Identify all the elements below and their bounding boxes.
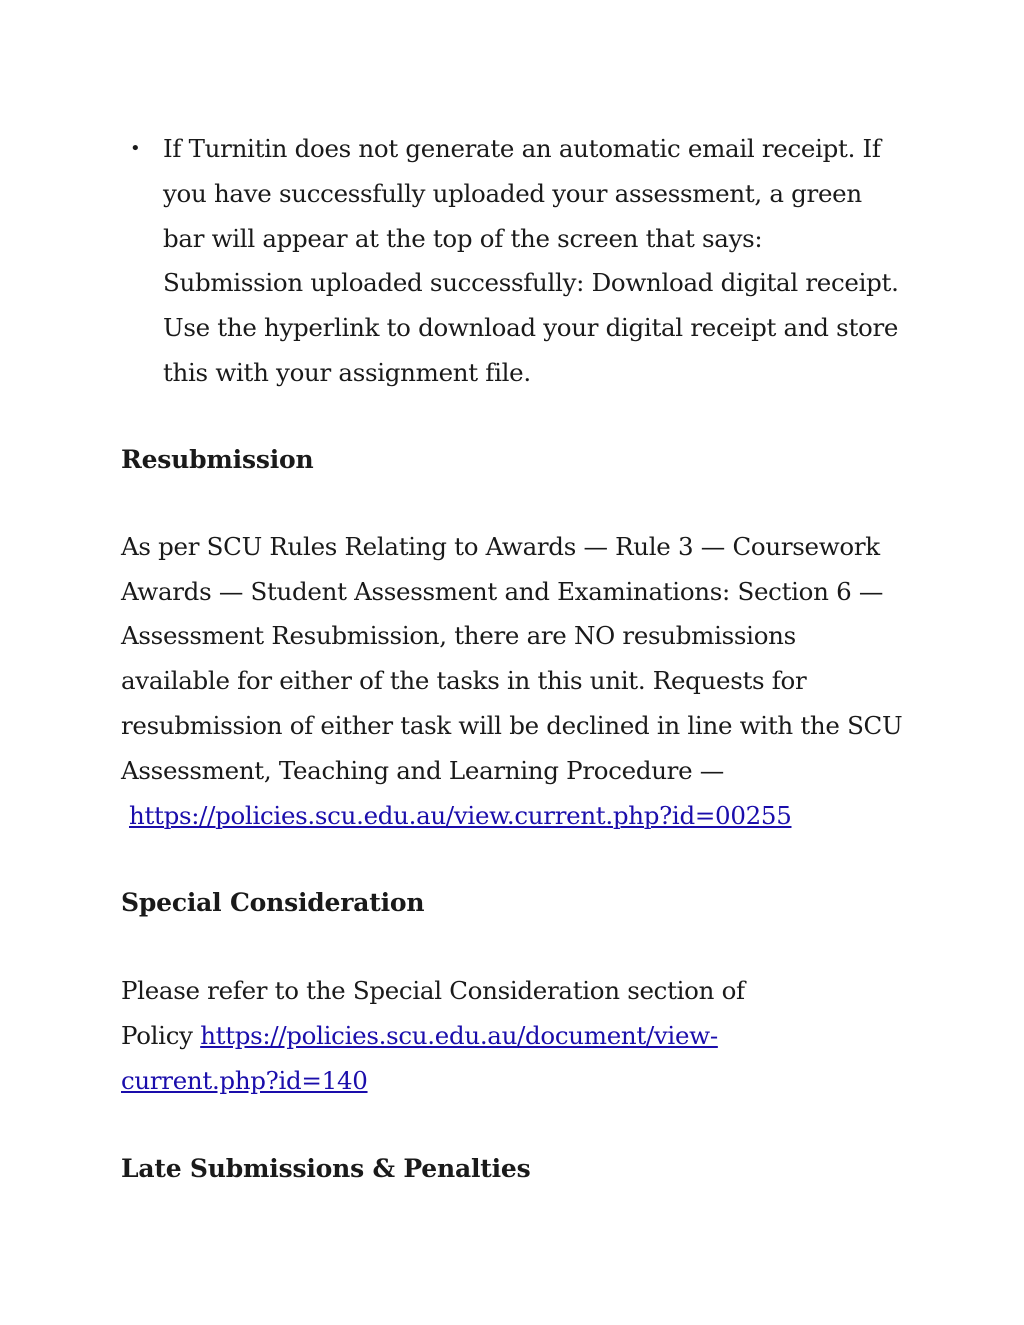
special-consideration-paragraph xyxy=(121,969,781,1103)
bullet-list xyxy=(121,127,921,396)
list-item xyxy=(121,127,921,396)
policy-link-part2[interactable]: current.php?id=140 xyxy=(121,1065,368,1095)
special-consideration-text: Please refer to the Special Consideration section of xyxy=(121,976,745,1006)
late-submissions-heading: Late Submissions & Penalties xyxy=(121,1153,531,1183)
document-page xyxy=(121,127,921,1191)
resubmission-paragraph xyxy=(121,525,911,839)
policy-prefix: Policy xyxy=(121,1021,193,1051)
bullet-icon: • xyxy=(130,138,141,159)
resubmission-text: As per SCU Rules Relating to Awards — Rule 3 — Coursework Awards — Student Assessment and Examinations: Section 6 — Assessment Resubmission, there are NO resubmissions available for either of the tasks in this unit. Requests for resubmission of either task will be declined in line with the SCU Assessment, Teaching and Learning Procedure — xyxy=(121,531,903,785)
policy-link-part1[interactable]: https://policies.scu.edu.au/document/view- xyxy=(200,1021,718,1051)
resubmission-heading: Resubmission xyxy=(121,444,314,474)
special-consideration-heading: Special Consideration xyxy=(121,888,425,918)
bullet-text: If Turnitin does not generate an automatic email receipt. If you have successfully uploaded your assessment, a green bar will appear at the top of the screen that says: Submission uploaded successfully: Download digital receipt. Use the hyperlink to download your digital receipt and store this with your assignment file. xyxy=(163,134,899,387)
procedure-link[interactable]: https://policies.scu.edu.au/view.current.php?id=00255 xyxy=(129,800,792,830)
